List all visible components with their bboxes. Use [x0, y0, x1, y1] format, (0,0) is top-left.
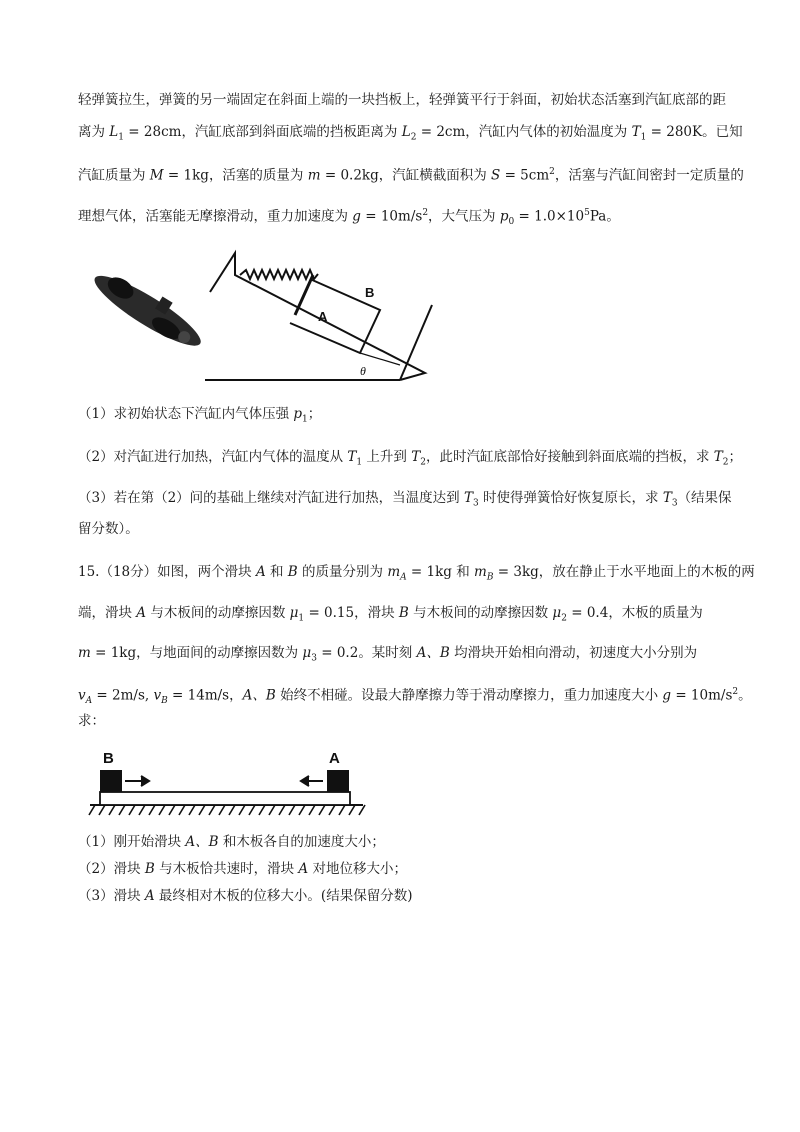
p15-line-5: 求：: [78, 713, 105, 729]
p15-q2: （2）滑块 B 与木板恰共速时，滑块 A 对地位移大小；: [78, 861, 407, 877]
p15-line-1: 15.（18分）如图，两个滑块 A 和 B 的质量分别为 $m_A = 1kg$ 和 $m_B = 3kg$，放在静止于水平地面上的木板的两: [78, 564, 755, 583]
p14-q3-cont: 留分数）。: [78, 521, 139, 537]
p15-line-3: m = 1kg，与地面间的动摩擦因数为 $\mu_3 = 0.2$。某时刻 A、B 均滑块开始相向滑动，初速度大小分别为: [78, 645, 698, 664]
arrow-right-icon: [125, 776, 149, 786]
p14-q1: （1）求初始状态下汽缸内气体压强 $p_1$；: [78, 406, 322, 425]
p15-line-2: 端，滑块 A 与木板间的动摩擦因数 $\mu_1 = 0.15$，滑块 B 与木板间的动摩擦因数 $\mu_2 = 0.4$，木板的质量为: [78, 605, 703, 624]
label-theta: θ: [360, 364, 366, 378]
p14-q3: （3）若在第（2）问的基础上继续对汽缸进行加热，当温度达到 $T_3$ 时使得弹簧恰好恢复原长，求 $T_3$（结果保: [78, 490, 732, 509]
block-A-label: A: [329, 750, 340, 767]
ink-blot-image: [80, 265, 210, 365]
p14-line-3: 汽缸质量为 M = 1kg，活塞的质量为 m = 0.2kg，汽缸横截面积为 $S = 5cm^2$，活塞与汽缸间密封一定质量的: [78, 167, 744, 184]
p14-line-2: 离为 $L_1 = 28cm$，汽缸底部到斜面底端的挡板距离为 $L_2 = 2cm$，汽缸内气体的初始温度为 $T_1 = 280K$。已知: [78, 124, 743, 143]
label-A: A: [318, 309, 328, 324]
p14-q2: （2）对汽缸进行加热，汽缸内气体的温度从 $T_1$ 上升到 $T_2$，此时汽缸底部恰好接触到斜面底端的挡板，求 $T_2$；: [78, 449, 743, 468]
block-A: [327, 770, 349, 792]
incline-figure: [200, 245, 440, 390]
ground-hatch: [89, 805, 365, 815]
ink-blot: [88, 265, 210, 355]
p15-line-4: $v_A = 2m/s$, $v_B = 14m/s$，A、B 始终不相碰。设最大静摩擦力等于滑动摩擦力，重力加速度大小 $g = 10m/s^2$。: [78, 687, 752, 707]
board-figure: [85, 745, 370, 825]
label-B: B: [365, 285, 375, 300]
p14-line-4: 理想气体，活塞能无摩擦滑动，重力加速度为 $g = 10m/s^2$，大气压为 $p_0 = 1.0\times 10^5Pa$。: [78, 208, 620, 228]
arrow-left-icon: [301, 776, 323, 786]
wooden-board: [100, 792, 350, 805]
p14-line-1: 轻弹簧拉生，弹簧的另一端固定在斜面上端的一块挡板上，轻弹簧平行于斜面，初始状态活塞到汽缸底部的距: [78, 92, 726, 108]
p15-q3: （3）滑块 A 最终相对木板的位移大小。(结果保留分数): [78, 888, 413, 904]
block-B-label: B: [103, 750, 114, 767]
block-B: [100, 770, 122, 792]
piston: [295, 275, 313, 315]
p15-q1: （1）刚开始滑块 A、B 和木板各自的加速度大小；: [78, 834, 385, 850]
spring: [240, 270, 318, 279]
